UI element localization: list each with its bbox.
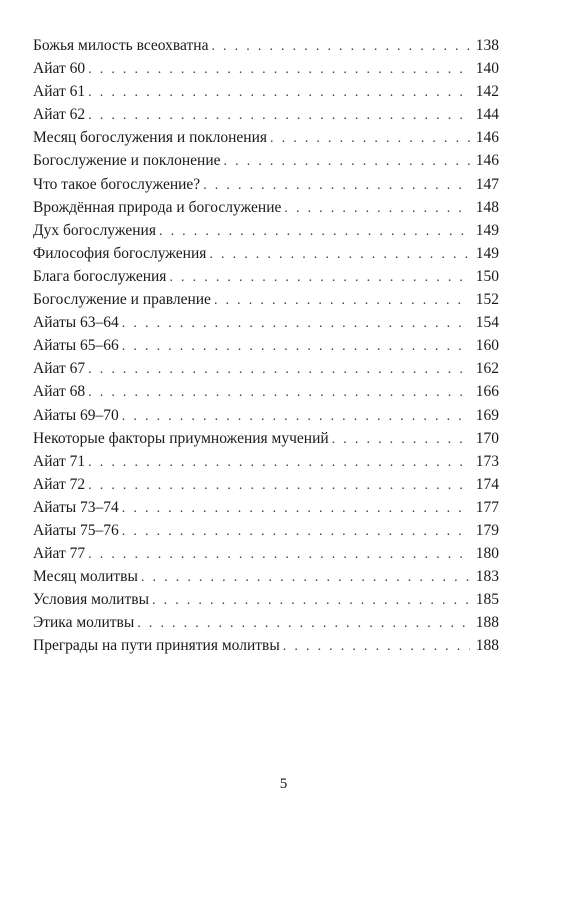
toc-dot-leader: [284, 197, 470, 220]
toc-entry-page: 154: [475, 314, 499, 332]
toc-entry[interactable]: [33, 519, 499, 542]
toc-entry-page: 149: [475, 244, 499, 262]
toc-entry[interactable]: [33, 126, 499, 149]
toc-dot-leader: [88, 474, 470, 497]
toc-entry[interactable]: [33, 611, 499, 634]
toc-entry-title: Преграды на пути принятия молитвы: [33, 637, 280, 655]
toc-dot-leader: [88, 543, 470, 566]
toc-entry[interactable]: [33, 149, 499, 172]
toc-entry-title: Айат 72: [33, 475, 86, 493]
toc-entry-title: Месяц молитвы: [33, 568, 138, 586]
toc-dot-leader: [88, 81, 470, 104]
toc-dot-leader: [159, 220, 470, 243]
toc-entry-page: 142: [475, 83, 499, 101]
toc-entry-title: Блага богослужения: [33, 267, 167, 285]
toc-dot-leader: [88, 58, 470, 81]
table-of-contents: [33, 34, 499, 658]
toc-dot-leader: [169, 266, 470, 289]
toc-dot-leader: [122, 405, 470, 428]
toc-entry-title: Айат 68: [33, 383, 86, 401]
toc-dot-leader: [209, 243, 470, 266]
toc-entry[interactable]: [33, 196, 499, 219]
toc-entry-title: Богослужение и поклонение: [33, 152, 221, 170]
toc-dot-leader: [332, 428, 470, 451]
page-number: 5: [279, 776, 288, 792]
toc-dot-leader: [88, 104, 470, 127]
toc-entry[interactable]: [33, 265, 499, 288]
toc-entry-title: Айат 77: [33, 545, 86, 563]
toc-entry-title: Этика молитвы: [33, 614, 135, 632]
toc-entry[interactable]: [33, 357, 499, 380]
toc-entry-title: Врождённая природа и богослужение: [33, 198, 282, 216]
toc-entry[interactable]: [33, 450, 499, 473]
toc-entry-page: 188: [475, 614, 499, 632]
toc-entry-title: Что такое богослужение?: [33, 175, 201, 193]
toc-dot-leader: [122, 520, 470, 543]
toc-entry[interactable]: [33, 404, 499, 427]
toc-entry[interactable]: [33, 473, 499, 496]
toc-entry-title: Условия молитвы: [33, 591, 149, 609]
toc-entry-title: Божья милость всеохватна: [33, 37, 209, 54]
toc-entry-page: 146: [475, 152, 499, 170]
toc-entry-title: Месяц богослужения и поклонения: [33, 129, 268, 147]
toc-entry-title: Философия богослужения: [33, 244, 207, 262]
toc-entry[interactable]: [33, 80, 499, 103]
toc-entry-page: 140: [475, 60, 499, 78]
toc-entry[interactable]: [33, 634, 499, 657]
toc-entry[interactable]: [33, 427, 499, 450]
toc-entry-title: Дух богослужения: [33, 221, 156, 239]
toc-entry[interactable]: [33, 242, 499, 265]
toc-entry-page: 170: [475, 429, 499, 447]
toc-entry[interactable]: [33, 334, 499, 357]
toc-dot-leader: [141, 566, 470, 589]
toc-dot-leader: [122, 312, 470, 335]
toc-entry-title: Богослужение и правление: [33, 291, 211, 309]
toc-dot-leader: [214, 289, 470, 312]
toc-entry-title: Айат 71: [33, 452, 86, 470]
toc-dot-leader: [88, 451, 470, 474]
toc-entry-page: 147: [475, 175, 499, 193]
toc-entry-title: Айат 67: [33, 360, 86, 378]
toc-entry[interactable]: [33, 219, 499, 242]
toc-entry-title: Айаты 73–74: [33, 498, 119, 516]
toc-entry-page: 146: [475, 129, 499, 147]
toc-entry[interactable]: [33, 103, 499, 126]
toc-dot-leader: [270, 127, 470, 150]
toc-entry-page: 162: [475, 360, 499, 378]
toc-dot-leader: [283, 635, 470, 658]
toc-entry-page: 144: [475, 106, 499, 124]
toc-entry-page: 148: [475, 198, 499, 216]
toc-entry[interactable]: [33, 380, 499, 403]
toc-entry[interactable]: [33, 173, 499, 196]
toc-dot-leader: [88, 358, 470, 381]
toc-dot-leader: [122, 497, 470, 520]
toc-entry-page: 160: [475, 337, 499, 355]
toc-entry-page: 185: [475, 591, 499, 609]
toc-entry-title: Айаты 69–70: [33, 406, 119, 424]
toc-dot-leader: [88, 381, 470, 404]
toc-entry-page: 149: [475, 221, 499, 239]
toc-dot-leader: [152, 589, 470, 612]
toc-entry-page: 150: [475, 267, 499, 285]
toc-entry-title: Айат 62: [33, 106, 86, 124]
toc-entry[interactable]: [33, 588, 499, 611]
toc-entry-title: Некоторые факторы приумножения мучений: [33, 429, 329, 447]
toc-dot-leader: [211, 35, 470, 58]
toc-entry-title: Айаты 65–66: [33, 337, 119, 355]
toc-dot-leader: [122, 335, 470, 358]
toc-entry[interactable]: [33, 542, 499, 565]
toc-entry-page: 169: [475, 406, 499, 424]
toc-entry[interactable]: [33, 565, 499, 588]
toc-entry[interactable]: [33, 311, 499, 334]
toc-entry[interactable]: [33, 34, 499, 57]
toc-entry[interactable]: [33, 57, 499, 80]
toc-entry-page: 174: [475, 475, 499, 493]
toc-entry-page: 138: [475, 37, 499, 54]
toc-entry-title: Айат 61: [33, 83, 86, 101]
toc-entry-title: Айаты 63–64: [33, 314, 119, 332]
toc-entry-page: 152: [475, 291, 499, 309]
toc-entry-page: 180: [475, 545, 499, 563]
toc-entry[interactable]: [33, 496, 499, 519]
toc-dot-leader: [137, 612, 470, 635]
toc-dot-leader: [224, 150, 470, 173]
toc-entry-page: 166: [475, 383, 499, 401]
toc-entry-page: 173: [475, 452, 499, 470]
toc-dot-leader: [203, 174, 470, 197]
toc-entry-page: 177: [475, 498, 499, 516]
toc-entry-title: Айат 60: [33, 60, 86, 78]
toc-entry[interactable]: [33, 288, 499, 311]
toc-entry-page: 183: [475, 568, 499, 586]
toc-entry-page: 179: [475, 521, 499, 539]
toc-entry-page: 188: [475, 637, 499, 655]
toc-entry-title: Айаты 75–76: [33, 521, 119, 539]
